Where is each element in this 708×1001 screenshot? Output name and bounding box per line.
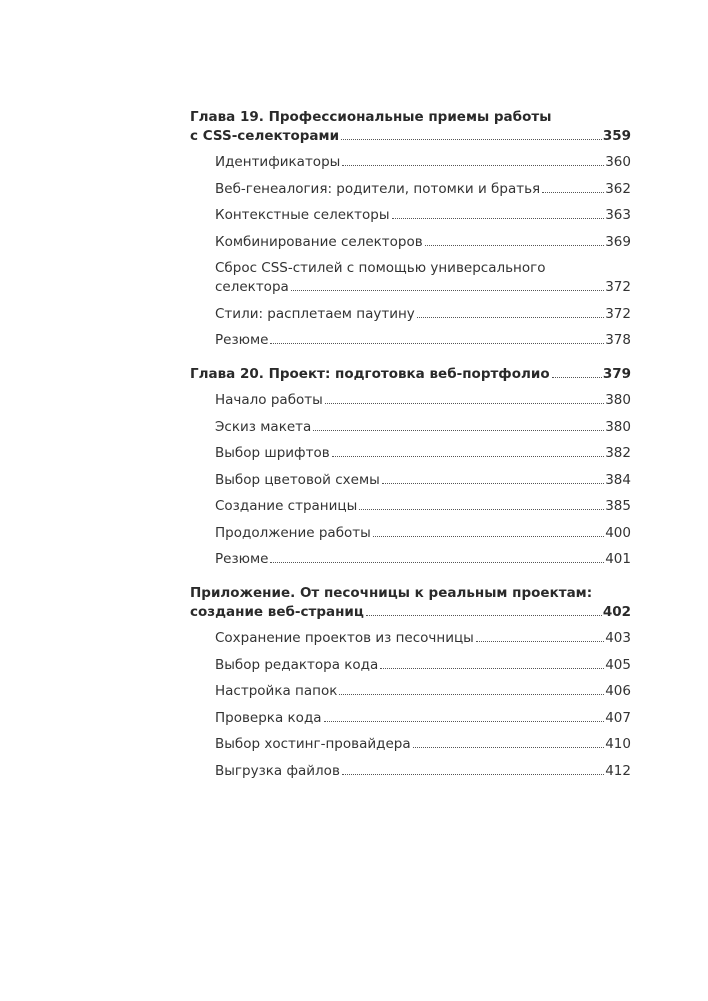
entry-title: Настройка папок (215, 683, 338, 699)
toc-entry[interactable] (190, 524, 631, 543)
dot-leader (476, 641, 604, 642)
entry-line (215, 331, 631, 350)
entry-line (215, 524, 631, 543)
dot-leader (382, 483, 604, 484)
page-number: 362 (605, 180, 631, 197)
page-number: 380 (605, 418, 631, 435)
entry-title: Выбор цветовой схемы (215, 471, 380, 488)
chapter-section (190, 365, 631, 569)
chapter-title: Глава 19. Профессиональные приемы работы (190, 109, 552, 125)
entry-line (215, 762, 631, 781)
dot-leader (291, 290, 604, 291)
page-number: 407 (605, 709, 631, 726)
entry-title: Сброс CSS-стилей с помощью универсального (215, 260, 546, 276)
dot-leader (332, 456, 605, 457)
entry-line (215, 259, 631, 278)
page-number: 372 (605, 279, 631, 295)
entry-title: Выбор шрифтов (215, 445, 330, 461)
entry-title: Комбинирование селекторов (215, 233, 423, 250)
page-number: 400 (605, 524, 631, 541)
toc-entry[interactable] (190, 206, 631, 225)
page-number: 359 (602, 128, 631, 144)
chapter-title: Приложение. От песочницы к реальным проектам: (190, 585, 593, 601)
toc-entry[interactable] (190, 259, 631, 297)
chapter-heading[interactable] (190, 108, 631, 146)
chapter-heading[interactable] (190, 365, 631, 384)
entry-line (215, 444, 631, 463)
toc-entry[interactable] (190, 153, 631, 172)
dot-leader (552, 377, 602, 378)
toc-entry[interactable] (190, 550, 631, 569)
entry-title: Идентификаторы (215, 154, 341, 170)
entry-title: Проверка кода (215, 709, 322, 726)
toc-entry[interactable] (190, 233, 631, 252)
entry-title: Выбор хостинг-провайдера (215, 736, 411, 752)
toc-entry[interactable] (190, 418, 631, 437)
entry-line (215, 629, 631, 648)
entry-line (215, 305, 631, 324)
dot-leader (342, 165, 604, 166)
entry-title: Выгрузка файлов (215, 762, 340, 779)
dot-leader (341, 139, 602, 140)
entry-line (215, 391, 631, 410)
toc-entry[interactable] (190, 629, 631, 648)
page-number: 412 (605, 762, 631, 779)
dot-leader (373, 536, 604, 537)
dot-leader (313, 430, 604, 431)
dot-leader (342, 774, 604, 775)
dot-leader (324, 721, 605, 722)
toc-entry[interactable] (190, 709, 631, 728)
dot-leader (270, 343, 604, 344)
dot-leader (366, 615, 602, 616)
toc-entry[interactable] (190, 682, 631, 701)
dot-leader (380, 668, 604, 669)
page-number: 410 (605, 736, 631, 752)
chapter-heading[interactable] (190, 584, 631, 622)
entry-title: Веб-генеалогия: родители, потомки и братья (215, 180, 541, 197)
entry-line (215, 180, 631, 199)
toc-entry[interactable] (190, 444, 631, 463)
entry-line (215, 656, 631, 675)
dot-leader (413, 747, 605, 748)
page-number: 380 (605, 392, 631, 408)
chapter-title: с CSS-селекторами (190, 128, 340, 144)
entry-line (215, 418, 631, 437)
dot-leader (425, 245, 605, 246)
entry-title: Резюме (215, 551, 269, 567)
entry-line (215, 278, 631, 297)
chapter-section (190, 108, 631, 350)
dot-leader (325, 403, 604, 404)
entry-line (215, 709, 631, 728)
toc-entry[interactable] (190, 497, 631, 516)
dot-leader (359, 509, 604, 510)
dot-leader (270, 562, 604, 563)
toc-entry[interactable] (190, 331, 631, 350)
entry-title: Выбор редактора кода (215, 656, 379, 673)
page-number: 384 (605, 471, 631, 488)
dot-leader (542, 192, 604, 193)
chapter-title: создание веб-страниц (190, 604, 364, 620)
page-number: 402 (602, 604, 631, 620)
entry-title: Резюме (215, 332, 269, 348)
entry-title: Эскиз макета (215, 418, 312, 435)
page-number: 379 (602, 366, 631, 382)
page-number: 401 (605, 551, 631, 567)
entry-line (215, 550, 631, 569)
chapter-line (190, 108, 631, 127)
entry-title: селектора (215, 279, 289, 295)
page-number: 405 (605, 656, 631, 673)
page-number: 382 (605, 445, 631, 461)
toc-entry[interactable] (190, 391, 631, 410)
toc-entry[interactable] (190, 180, 631, 199)
toc-entry[interactable] (190, 471, 631, 490)
dot-leader (417, 317, 604, 318)
dot-leader (339, 694, 604, 695)
page-number: 369 (605, 233, 631, 250)
entry-title: Создание страницы (215, 498, 358, 514)
entry-line (215, 233, 631, 252)
page-number: 403 (605, 630, 631, 646)
toc-entry[interactable] (190, 305, 631, 324)
toc-entry[interactable] (190, 735, 631, 754)
page-number: 360 (605, 154, 631, 170)
chapter-title: Глава 20. Проект: подготовка веб-портфолио (190, 366, 550, 382)
chapter-line (190, 603, 631, 622)
entry-line (215, 206, 631, 225)
entry-line (215, 497, 631, 516)
page-number: 406 (605, 683, 631, 699)
entry-line (215, 682, 631, 701)
chapter-section (190, 584, 631, 781)
entry-line (215, 153, 631, 172)
page-number: 363 (605, 207, 631, 223)
entry-title: Сохранение проектов из песочницы (215, 630, 474, 646)
entry-title: Начало работы (215, 392, 323, 408)
chapter-line (190, 365, 631, 384)
chapter-line (190, 584, 631, 603)
entry-title: Контекстные селекторы (215, 207, 390, 223)
toc-entry[interactable] (190, 762, 631, 781)
chapter-line (190, 127, 631, 146)
page-number: 372 (605, 305, 631, 322)
entry-line (215, 471, 631, 490)
dot-leader (392, 218, 605, 219)
toc-entry[interactable] (190, 656, 631, 675)
table-of-contents (190, 108, 631, 796)
entry-line (215, 735, 631, 754)
entry-title: Стили: расплетаем паутину (215, 305, 415, 322)
page-number: 378 (605, 332, 631, 348)
entry-title: Продолжение работы (215, 524, 371, 541)
page-number: 385 (605, 498, 631, 514)
